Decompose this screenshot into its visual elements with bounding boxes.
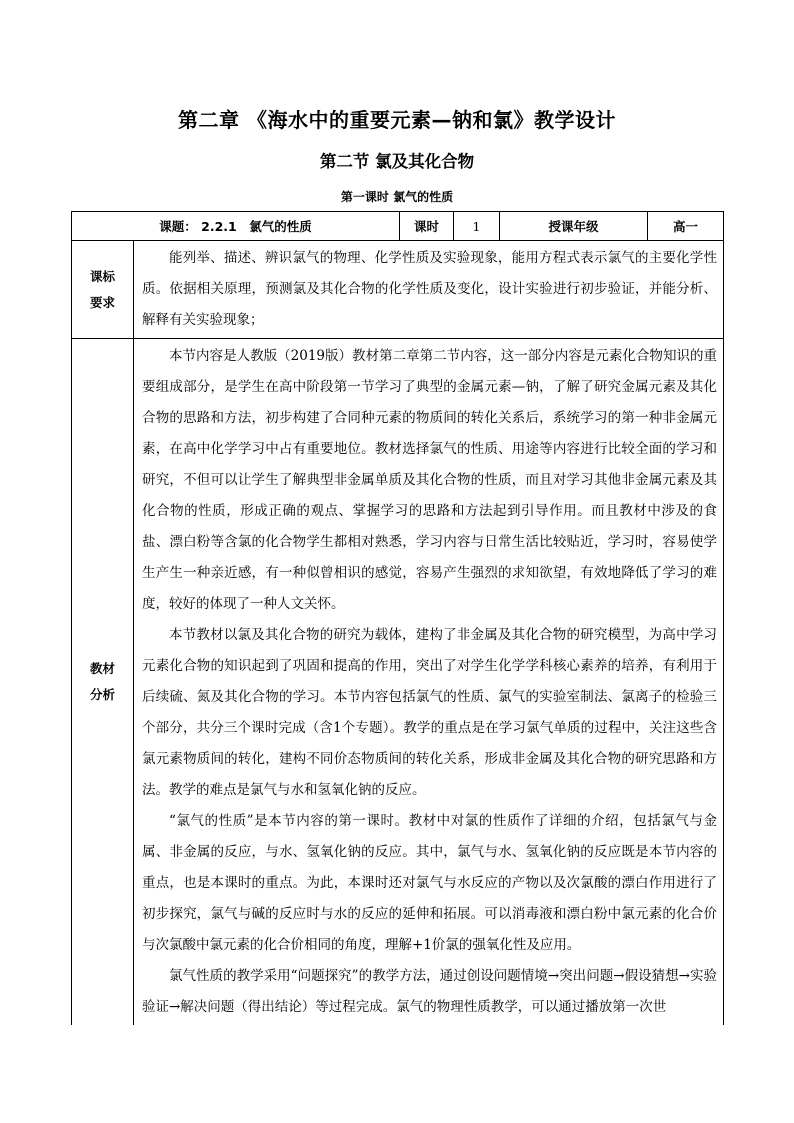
section-subtitle: 第二节 氯及其化合物 bbox=[319, 152, 475, 171]
standards-label-line2: 要求 bbox=[89, 294, 115, 310]
analysis-row bbox=[72, 339, 724, 1026]
document-title: 第二章 《海水中的重要元素—钠和氯》教学设计 bbox=[178, 108, 616, 132]
grade-label: 授课年级 bbox=[500, 212, 648, 241]
grade-value: 高一 bbox=[648, 212, 724, 241]
standards-row bbox=[72, 241, 724, 339]
hours-value: 1 bbox=[454, 212, 500, 241]
analysis-label bbox=[72, 339, 134, 1026]
analysis-paragraph: 本节内容是人教版（2019版）教材第二章第二节内容，这一部分内容是元素化合物知识的重要组成部分，是学生在高中阶段第一节学习了典型的金属元素—钠，了解了研究金属元素及其化合物的思路和方法，初步构建了合同种元素的物质间的转化关系后，系统学习的第一种非金属元素，在高中化学学习中占有重要地位。教材选择氯气的性质、用途等内容进行比较全面的学习和研究，不但可以让学生了解典型非金属单质及其化合物的性质，而且对学习其他非金属元素及其化合物的性质，形成正确的观点、掌握学习的思路和方法起到引导作用。而且教材中涉及的食盐、漂白粉等含氯的化合物学生都相对熟悉，学习内容与日常生活比较贴近，学习时，容易使学生产生一种亲近感，有一种似曾相识的感觉，容易产生强烈的求知欲望，有效地降低了学习的难度，较好的体现了一种人文关怀。 bbox=[142, 348, 717, 612]
analysis-label-line1: 教材 bbox=[89, 661, 115, 676]
analysis-content bbox=[134, 339, 724, 1026]
topic-value: 2.2.1 氯气的性质 bbox=[201, 219, 312, 234]
lesson-plan-table bbox=[71, 211, 724, 1025]
header-row bbox=[72, 212, 724, 241]
topic-label: 课题： bbox=[159, 219, 197, 234]
analysis-paragraph: 本节教材以氯及其化合物的研究为载体，建构了非金属及其化合物的研究模型，为高中学习元素化合物的知识起到了巩固和提高的作用，突出了对学生化学学科核心素养的培养，有利用于后续硫、氮及其化合物的学习。本节内容包括氯气的性质、氯气的实验室制法、氯离子的检验三个部分，共分三个课时完成（含1个专题）。教学的重点是在学习氯气单质的过程中，关注这些含氯元素物质间的转化，建构不同价态物质间的转化关系，形成非金属及其化合物的研究思路和方法。教学的难点是氯气与水和氢氧化钠的反应。 bbox=[142, 627, 717, 798]
analysis-paragraph: 氯气性质的教学采用“问题探究”的教学方法，通过创设问题情境→突出问题→假设猜想→实验验证→解决问题（得出结论）等过程完成。氯气的物理性质教学，可以通过播放第一次世 bbox=[142, 968, 717, 1015]
analysis-label-line2: 分析 bbox=[89, 687, 115, 702]
standards-label bbox=[72, 241, 134, 339]
standards-text: 能列举、描述、辨识氯气的物理、化学性质及实验现象，能用方程式表示氯气的主要化学性质。依据相关原理，预测氯及其化合物的化学性质及变化，设计实验进行初步验证，并能分析、解释有关实验现象； bbox=[142, 250, 717, 328]
analysis-paragraph: “氯气的性质”是本节内容的第一课时。教材中对氯的性质作了详细的介绍，包括氯气与金属、非金属的反应，与水、氢氧化钠的反应。其中，氯气与水、氢氧化钠的反应既是本节内容的重点，也是本课时的重点。为此，本课时还对氯气与水反应的产物以及次氯酸的漂白作用进行了初步探究，氯气与碱的反应时与水的反应的延伸和拓展。可以消毒液和漂白粉中氯元素的化合价与次氯酸中氯元素的化合价相同的角度，理解+1价氯的强氧化性及应用。 bbox=[142, 813, 717, 953]
standards-content bbox=[134, 241, 724, 339]
lesson-heading: 第一课时 氯气的性质 bbox=[340, 190, 454, 204]
hours-label: 课时 bbox=[400, 212, 454, 241]
standards-label-line1: 课标 bbox=[89, 268, 115, 284]
topic-cell bbox=[72, 212, 400, 241]
